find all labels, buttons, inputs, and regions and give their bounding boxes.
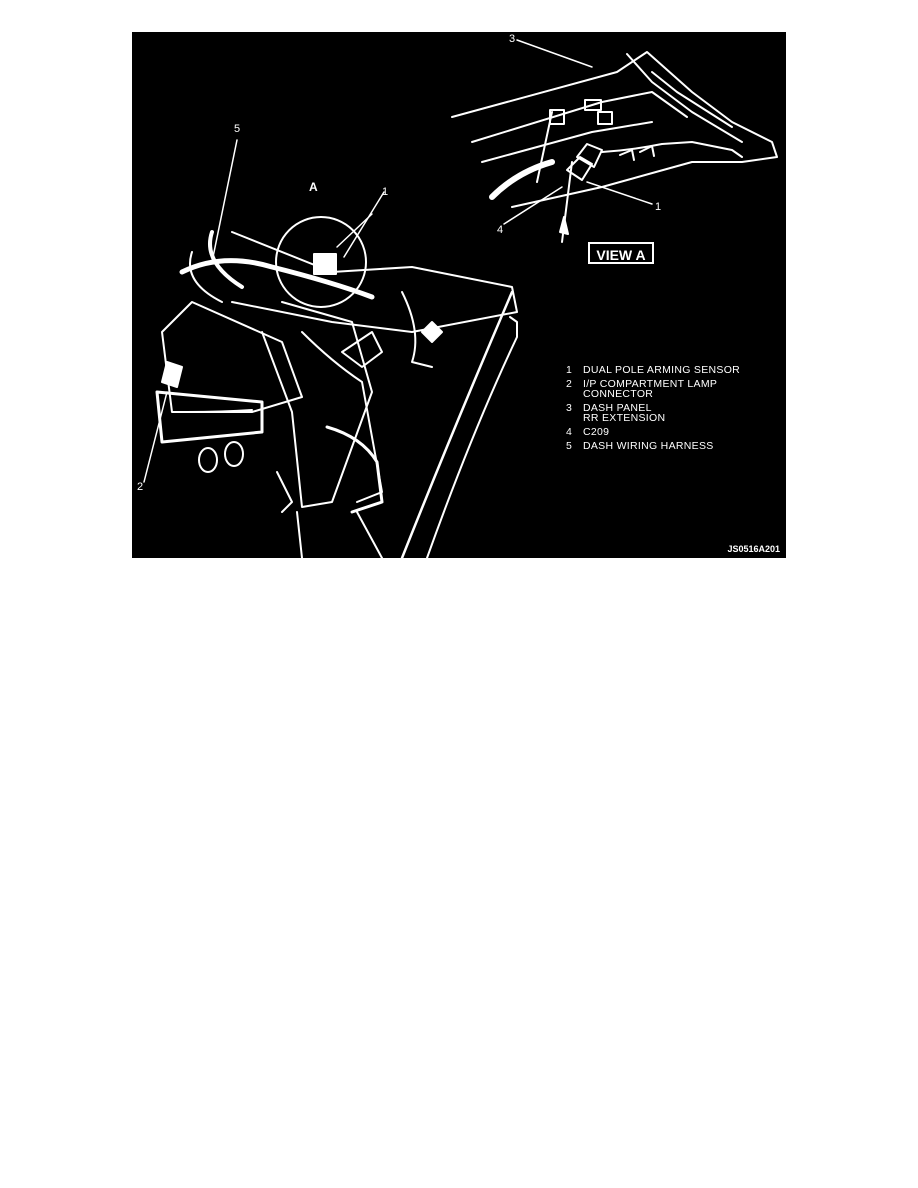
callout-1-main: 1 xyxy=(382,186,389,198)
diagram-figure xyxy=(132,32,786,558)
legend-number: 4 xyxy=(566,426,573,438)
callout-5: 5 xyxy=(234,123,241,135)
legend-item xyxy=(566,441,776,451)
detail-marker-a: A xyxy=(309,180,318,194)
legend-number: 5 xyxy=(566,440,573,452)
main-view xyxy=(157,214,517,558)
legend-number: 1 xyxy=(566,364,573,376)
legend-item xyxy=(566,365,776,375)
callout-2: 2 xyxy=(137,481,144,493)
callout-3: 3 xyxy=(509,33,516,45)
callout-1-view-a: 1 xyxy=(655,201,662,213)
legend-text: I/P COMPARTMENT LAMP CONNECTOR xyxy=(583,378,718,400)
legend-item xyxy=(566,403,776,423)
legend-item xyxy=(566,427,776,437)
diagram-illustration xyxy=(132,32,786,558)
legend-number: 3 xyxy=(566,402,573,414)
legend-item xyxy=(566,379,776,399)
legend-text: C209 xyxy=(583,426,610,438)
figure-id: JS0516A201 xyxy=(727,544,780,554)
legend-text: DASH WIRING HARNESS xyxy=(583,440,714,452)
view-a-detail xyxy=(452,52,777,242)
legend xyxy=(566,365,776,455)
legend-number: 2 xyxy=(566,378,573,390)
callout-4: 4 xyxy=(497,224,504,236)
view-a-label: VIEW A xyxy=(588,242,654,264)
legend-text: DUAL POLE ARMING SENSOR xyxy=(583,364,741,376)
legend-text: DASH PANEL RR EXTENSION xyxy=(583,402,666,424)
